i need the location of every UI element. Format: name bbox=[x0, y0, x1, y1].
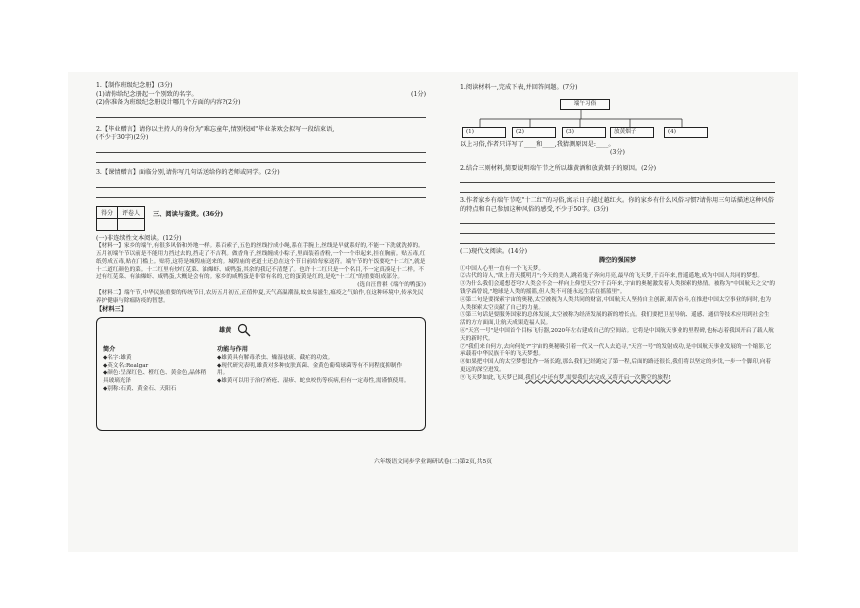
customs-tree bbox=[460, 97, 775, 159]
para-4: ④第二句是要探索宇宙的奥秘,太空被视为人类共同的财富,中国航天人坚持自主创新,艰苦奋斗,在推进中国太空事业的同时,也为人类探索太空贡献了自己的力量。 bbox=[460, 296, 771, 311]
para-9-b: 我们心中还有梦,需要我们去完成,又将开启一次腾空的旅程! bbox=[525, 374, 671, 381]
magnifier-icon bbox=[237, 322, 251, 341]
r-q3: 3.作者家乡有端午节吃"十二红"的习俗,寓示日子越过越红火。你的家乡有什么风俗习惯?请你用三句话描述这种风俗的特点和自己参加这种风俗的感受,不少于50字。(3分) bbox=[460, 197, 774, 213]
material-one: 【材料一】家乡的端午,有很多风俗和外地一样。系百索子,五色的丝线拧成小绳,系在手腕上,丝线是早就系好的,不能一下洗就洗掉的。五月初端午节以前是不能用力挡过去的,挡走了不吉利。做香角子,丝线缠成小粽子,里面装着香粉,一个一个串起来,挂在胸前。贴五毒,红纸剪成五毒,贴在门槛上。贴符,这符是城隍庙送来的。城隍庙的老道士还总在这个节日前给每家送符。端午节的午饭要吃"十二红",就是十二道红颜色的菜。十二红里有炒红苋菜、油爆虾、咸鸭蛋,其余的我记不清楚了。也许十二红只是一个名目,不一定真凑足十二样。不过有红苋菜、有油爆虾、咸鸭蛋,大概是会有的。家乡的咸鸭蛋是非常有名的,它的蛋黄是红的,是吃"十二红"的重要组成部分。 bbox=[96, 243, 426, 281]
herb-intro: ◆名字:雄黄 ◆英文名:Realgar ◆颜色:呈深红色、橙红色、黄金色,晶体稍具玻璃光泽 ◆别称:石黄、黄金石、天阳石 bbox=[103, 354, 207, 392]
herb-use-label: 功能与作用 bbox=[217, 346, 248, 354]
answer-line[interactable] bbox=[96, 180, 426, 188]
r-q2: 2.结合三则材料,简要说明端午节之所以雄黄酒和放黄烟子的原因。(2分) bbox=[460, 164, 657, 172]
score-table bbox=[96, 206, 145, 231]
para-9-a: ⑨飞天梦如此,飞天梦已圆, bbox=[460, 374, 526, 381]
grader-label: 评卷人 bbox=[118, 206, 145, 218]
answer-line[interactable] bbox=[460, 175, 775, 183]
tree-node-1[interactable]: (1) bbox=[462, 127, 506, 138]
fill-line: 以上习俗,作者只详写了____和____,我猜测原因是:____。 bbox=[460, 140, 615, 148]
q3-title: 3.【课情赠言】面临分别,请你写几句话送给你的老师或同学。(2分) bbox=[96, 168, 280, 176]
sub-section-two: (二)现代文阅读。(14分) bbox=[460, 248, 528, 256]
q2-sub: (不少于30字)(2分) bbox=[96, 134, 149, 142]
section-three-title: 三、阅读与鉴赏。(36分) bbox=[153, 210, 224, 218]
tree-node-2[interactable]: (2) bbox=[512, 127, 556, 138]
para-8: ⑧如果把中国人的太空梦想比作一场长跑,那么我们已经跑完了第一程,后面的路还很长,我们将以坚定的步伐,一步一个脚印,向着更远的深空进发。 bbox=[460, 359, 771, 373]
material-three-label: 【材料三】 bbox=[96, 305, 127, 313]
answer-line[interactable] bbox=[460, 216, 775, 224]
fill-score: (3分) bbox=[610, 148, 625, 156]
exam-sheet bbox=[68, 72, 798, 552]
herb-title: 雄黄 bbox=[219, 327, 232, 335]
material-two: 【材料二】端午节,中华民族重要的传统节日,农历五月初五,正值仲夏,天气高温潮湿,蚊虫易滋生,瘟疫之气始作,在这种环境中,传承先民养护健康与除瘟防疫的智慧。 bbox=[96, 289, 424, 304]
answer-line[interactable] bbox=[96, 110, 426, 118]
q1-title: 1.【制作班级纪念册】(3分) bbox=[96, 82, 173, 89]
answer-line[interactable] bbox=[460, 236, 775, 244]
para-2: ②古代的诗人,"欲上青天揽明月";今天的美人,跳着鬼子奔向月亮,最早的飞天梦,千百年来,曾遥遥地,成为中国人共同的梦想。 bbox=[460, 273, 763, 280]
para-9 bbox=[460, 375, 775, 383]
tree-node-3[interactable]: (3) bbox=[562, 127, 606, 138]
para-7: ⑦"我们来自何方,去向何处?"宇宙的奥秘吸引着一代又一代人去追寻,"天宫一号"的发射成功,是中国航天事业发展的一个缩影,它承载着中华民族千年的飞天梦想。 bbox=[460, 343, 772, 358]
answer-line[interactable] bbox=[96, 145, 426, 153]
para-5: ⑤第三句话是要服务国家的总体发展,太空被称为经济发展的新的增长点。我们要把卫星导航、遥感、通信等技术应用到社会生活的方方面面,让航天成果造福人民。 bbox=[460, 312, 770, 327]
herb-use: ◆雄黄具有解毒杀虫、燥湿祛痰、截疟的功效。 ◆现代研究表明,雄黄对多种皮肤真菌、金黄色葡萄球菌等有不同程度抑制作用。 ◆雄黄可以用于治疗疥疮、湿疹、蛇虫咬伤等疾病,但有一定毒性,需谨慎使用。 bbox=[217, 354, 410, 385]
tree-node-4: 放黄烟子 bbox=[610, 127, 654, 138]
q1-part-a: (1)请你给纪念册起一个别致的名字。 bbox=[96, 90, 198, 98]
herb-intro-label: 简介 bbox=[103, 346, 116, 354]
q2-title: 2.【毕业赠言】请你以主持人的身份为"难忘童年,情别校园"毕业茶欢会拟写一段结束语, bbox=[96, 125, 335, 133]
answer-line[interactable] bbox=[460, 226, 775, 234]
para-1: ①中国人心里一直有一个飞天梦。 bbox=[460, 265, 544, 272]
answer-line[interactable] bbox=[96, 190, 426, 198]
tree-root: 端午习俗 bbox=[560, 99, 610, 110]
answer-line[interactable] bbox=[96, 155, 426, 163]
article-title: 腾空的强国梦 bbox=[598, 256, 637, 264]
left-column bbox=[96, 82, 426, 431]
score-cell[interactable] bbox=[97, 218, 118, 230]
score-label: 得分 bbox=[97, 206, 118, 218]
sub-section-one: (一)非连续性文本阅读。(12分) bbox=[96, 234, 182, 242]
para-6: ⑥"天宫一号"是中国首个目标飞行器,2020年左右建成自己的空间站。它将是中国航天事业的里程碑,也标志着我国开启了载人航天的新时代。 bbox=[460, 327, 774, 342]
q1-part-b: (2)你准备为班级纪念册设计哪几个方面的内容?(2分) bbox=[96, 99, 241, 107]
q1-part-a-score: (1分) bbox=[411, 90, 426, 98]
material-three-box bbox=[96, 317, 426, 431]
right-column bbox=[460, 84, 775, 383]
grader-cell[interactable] bbox=[118, 218, 145, 230]
tree-node-5[interactable]: (4) bbox=[664, 127, 708, 138]
material-one-source: (选自汪曾祺《端午的鸭蛋》) bbox=[357, 282, 426, 289]
r-q1: 1.阅读材料一,完成下表,并回答问题。(7分) bbox=[460, 84, 578, 91]
page-footer: 六年级语文同步学业调研试卷(二)第2页,共5页 bbox=[373, 459, 493, 465]
para-3: ③为什么我们会遥想苍穹?人类会不会一样向上仰望天空?千百年来,宇宙的奥秘激发着人类探索的热情。被称为"中国航天之父"的钱学森曾说,"地球是人类的摇篮,但人类不可能永远生活在摇篮里"。 bbox=[460, 281, 775, 295]
answer-line[interactable] bbox=[460, 185, 775, 193]
